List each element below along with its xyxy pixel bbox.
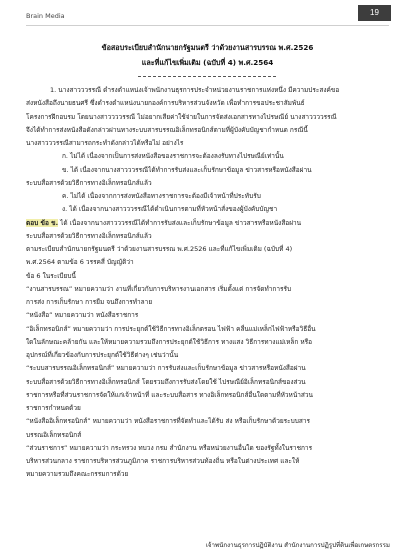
- definition-line: ระบบสื่อสารด้วยวิธีการทางอิเล็กทรอนิกส์ โดยรวมถึงการรับส่งโดยใช้ ไปรษณีย์อิเล็กทรอนิกส์ของส่วน: [26, 377, 306, 386]
- definition-line: หมายความรวมถึงคณะกรรมการด้วย: [26, 470, 129, 479]
- definition-line: “อิเล็กทรอนิกส์” หมายความว่า การประยุกต์ใช้วิธีการทางอิเล็กตรอน ไฟฟ้า คลื่นแม่เหล็กไฟฟ้าหรือวิธีอื่น: [26, 324, 316, 333]
- title-separator: [138, 76, 276, 77]
- answer-line: ระบบสื่อสารด้วยวิธีการทางอิเล็กทรอนิกส์แล้ว: [26, 231, 152, 240]
- answer-text: ได้ เนื่องจากนางสาวววรรณีได้ทำการรับส่งและเก็บรักษาข้อมูล ข่าวสารหรือหนังสือผ่าน: [58, 218, 302, 227]
- choice-d: ง. ได้ เนื่องจากนางสาวววรรณีได้ดำเนินการตามที่หัวหน้าสั่งของผู้บังคับบัญชา: [62, 205, 278, 214]
- definition-line: “ระบบสารบรรณอิเล็กทรอนิกส์” หมายความว่า การรับส่งและเก็บรักษาข้อมูล ข่าวสารหรือหนังสือผ่าน: [26, 364, 306, 373]
- explanation-line: ตามระเบียบสำนักนายกรัฐมนตรี ว่าด้วยงานสารบรรณ พ.ศ.2526 และที่แก้ไขเพิ่มเติม (ฉบับที่ 4): [26, 245, 293, 253]
- explanation-line: พ.ศ.2564 ตามข้อ 6 วรรคสี่ บัญญัติว่า: [26, 258, 134, 267]
- header-divider: [26, 25, 389, 26]
- answer-line: [26, 217, 390, 230]
- answer-highlight: ตอบ ข้อ ข.: [26, 218, 59, 227]
- definition-line: อุปกรณ์ที่เกี่ยวข้องกับการประยุกต์ใช้วิธีต่างๆ เช่นว่านั้น: [26, 351, 179, 359]
- definition-line: บริหารส่วนกลาง ราชการบริหารส่วนภูมิภาค ราชการบริหารส่วนท้องถิ่น หรือในต่างประเทศ และให้: [26, 457, 300, 465]
- definition-line: “งานสารบรรณ” หมายความว่า งานที่เกี่ยวกับการบริหารงานเอกสาร เริ่มตั้งแต่ การจัดทำการรับ: [26, 284, 292, 293]
- question-line: ส่งหนังสือถึงนายธนศรี ซึ่งดำรงตำแหน่งนายกองค์การบริหารส่วนจังหวัด เพื่อทำการขอประชาสัมพันธ์: [26, 99, 305, 108]
- footer-text: เจ้าพนักงานธุรการปฏิบัติงาน สำนักงานการปฏิรูปที่ดินเพื่อเกษตรกรรม: [205, 542, 390, 549]
- doc-title-line1: ข้อสอบระเบียบสำนักนายกรัฐมนตรี ว่าด้วยงานสารบรรณ พ.ศ.2526: [101, 43, 314, 52]
- explanation-line: ข้อ 6 ในระเบียบนี้: [26, 271, 76, 280]
- definition-line: “ส่วนราชการ” หมายความว่า กระทรวง ทบวง กรม สำนักงาน หรือหน่วยงานอื่นใด ของรัฐทั้งในราชการ: [26, 443, 313, 452]
- choice-a: ก. ไม่ได้ เนื่องจากเป็นการส่งหนังสือของราชการจะต้องลงรับทางไปรษณีย์เท่านั้น: [62, 152, 284, 161]
- definition-line: การส่ง การเก็บรักษา การยืม จนถึงการทำลาย: [26, 298, 153, 306]
- page-number: 19: [358, 5, 391, 21]
- definition-line: ใดในลักษณะคล้ายกัน และให้หมายความรวมถึงการประยุกต์ใช้วิธีการ ทางแสง วิธีการทางแม่เหล็ก หรือ: [26, 337, 313, 346]
- definition-line: ราชการกำหนดด้วย: [26, 404, 81, 412]
- question-line: 1. นางสาวววรรณี ดำรงตำแหน่งเจ้าพนักงานธุรการประจำหน่วยงานราชการแห่งหนึ่ง มีความประสงค์ขอ: [50, 86, 340, 94]
- header-brand: Brain Media: [26, 12, 65, 20]
- question-line: จึงได้ทำการส่งหนังสือดังกล่าวผ่านทางระบบสารบรรณอิเล็กทรอนิกส์ตามที่ผู้บังคับบัญชากำหนด กรณีนี้: [26, 125, 308, 134]
- question-line: นางสาวววรรณีสามารถกระทำดังกล่าวได้หรือไม่ อย่างไร: [26, 139, 184, 147]
- definition-line: ราชการหรือที่ส่วนราชการจัดให้แก่เจ้าหน้าที่ และระบบสื่อสาร ทางอิเล็กทรอนิกส์อื่นใดตามที่หัวหน้าส่วน: [26, 390, 313, 399]
- choice-c: ค. ไม่ได้ เนื่องจากการส่งหนังสือทางราชการจะต้องมีเจ้าหน้าที่ประทับรับ: [62, 192, 261, 200]
- question-line: โครงการฝึกอบรม โดยนางสาววววรรณี ไม่อยากเสียค่าใช้จ่ายในการจัดส่งเอกสารทางไปรษณีย์ นางสาววววรรณี: [26, 112, 337, 121]
- definition-line: บรรณอิเล็กทรอนิกส์: [26, 430, 82, 439]
- choice-b-cont: ระบบสื่อสารด้วยวิธีการทางอิเล็กทรอนิกส์แล้ว: [26, 178, 152, 187]
- definition-line: “หนังสืออิเล็กทรอนิกส์” หมายความว่า หนังสือราชการที่จัดทำและได้รับ ส่ง หรือเก็บรักษาด้วยระบบสาร: [26, 417, 311, 426]
- document-body: [26, 84, 390, 482]
- definition-line: “หนังสือ” หมายความว่า หนังสือราชการ: [26, 311, 139, 320]
- doc-title-line2: และที่แก้ไขเพิ่มเติม (ฉบับที่ 4) พ.ศ.2564: [141, 58, 274, 67]
- choice-b: ข. ได้ เนื่องจากนางสาวววรรณีได้ทำการรับส่งและเก็บรักษาข้อมูล ข่าวสารหรือหนังสือผ่าน: [62, 165, 312, 174]
